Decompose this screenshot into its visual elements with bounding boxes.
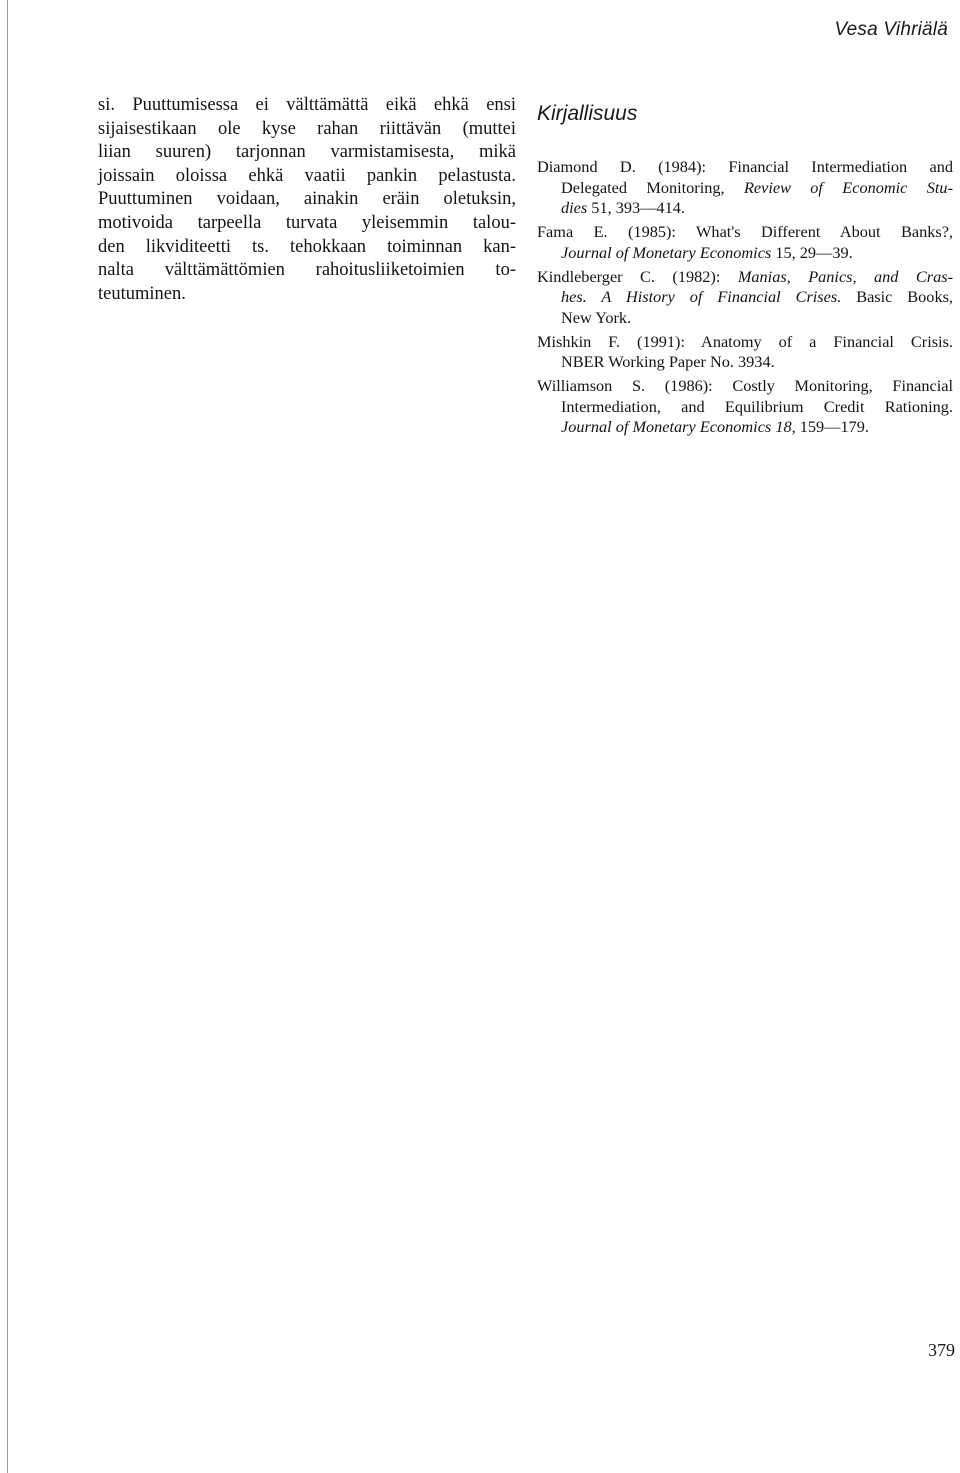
reference-text: Mishkin F. (1991): Anatomy of a Financial Crisis.	[537, 331, 953, 351]
reference-line	[537, 308, 953, 329]
running-header-author: Vesa Vihriälä	[834, 19, 948, 40]
reference-entry	[537, 222, 953, 263]
reference-line	[537, 332, 953, 353]
body-text-line: si. Puuttumisessa ei välttämättä eikä ehkä ensi	[98, 95, 516, 115]
reference-entry	[537, 376, 953, 438]
reference-italic-text: Review of Economic Stu-	[743, 177, 953, 197]
reference-text: Williamson S. (1986): Costly Monitoring, Financial	[537, 376, 953, 396]
body-text-line: sijaisestikaan ole kyse rahan riittävän (muttei	[98, 118, 516, 139]
reference-entry	[537, 332, 953, 373]
reference-line	[537, 198, 953, 219]
body-text-line: teutuminen.	[98, 283, 186, 304]
body-text-line: motivoida tarpeella turvata yleisemmin talou-	[98, 212, 516, 233]
body-text-line: nalta välttämättömien rahoitusliiketoimien to-	[98, 260, 516, 281]
page-number: 379	[928, 1340, 955, 1360]
body-text-line: joissain oloissa ehkä vaatii pankin pelastusta.	[98, 165, 516, 186]
reference-line	[537, 417, 953, 438]
reference-italic-text: dies	[561, 198, 588, 218]
references-list	[537, 157, 953, 438]
reference-text: 51, 393—414.	[587, 198, 685, 218]
references-heading: Kirjallisuus	[537, 102, 638, 125]
references-column	[537, 102, 953, 441]
reference-line	[537, 352, 953, 373]
body-text-line: den likviditeetti ts. tehokkaan toiminnan kan-	[98, 236, 516, 257]
reference-entry	[537, 157, 953, 219]
body-text-line: liian suuren) tarjonnan varmistamisesta, mikä	[98, 142, 516, 163]
reference-line	[537, 178, 953, 199]
reference-text: NBER Working Paper No. 3934.	[561, 352, 775, 372]
reference-line	[537, 397, 953, 418]
reference-line	[537, 243, 953, 264]
scan-edge-line	[7, 0, 8, 1473]
reference-text: 159—179.	[795, 417, 869, 437]
reference-italic-text: Journal of Monetary Economics	[561, 242, 772, 262]
reference-line	[537, 157, 953, 178]
reference-text: Intermediation, and Equilibrium Credit Rationing.	[561, 396, 953, 416]
reference-text: Fama E. (1985): What's Different About Banks?,	[537, 222, 953, 242]
reference-text: 15, 29—39.	[771, 242, 853, 262]
reference-line	[537, 376, 953, 397]
reference-line	[537, 287, 953, 308]
reference-italic-text: hes. A History of Financial Crises.	[561, 287, 842, 307]
reference-entry	[537, 267, 953, 329]
reference-italic-text: Manias, Panics, and Cras-	[737, 266, 953, 286]
reference-text: Delegated Monitoring,	[561, 177, 744, 197]
reference-italic-text: Journal of Monetary Economics 18,	[561, 417, 796, 437]
reference-text: New York.	[561, 307, 632, 327]
reference-line	[537, 267, 953, 288]
body-text-line: Puuttuminen voidaan, ainakin eräin oletuksin,	[98, 189, 516, 210]
reference-text: Diamond D. (1984): Financial Intermediation and	[537, 157, 953, 176]
reference-text: Kindleberger C. (1982):	[537, 266, 738, 286]
body-text-column	[98, 94, 516, 306]
reference-line	[537, 222, 953, 243]
reference-text: Basic Books,	[841, 287, 953, 307]
